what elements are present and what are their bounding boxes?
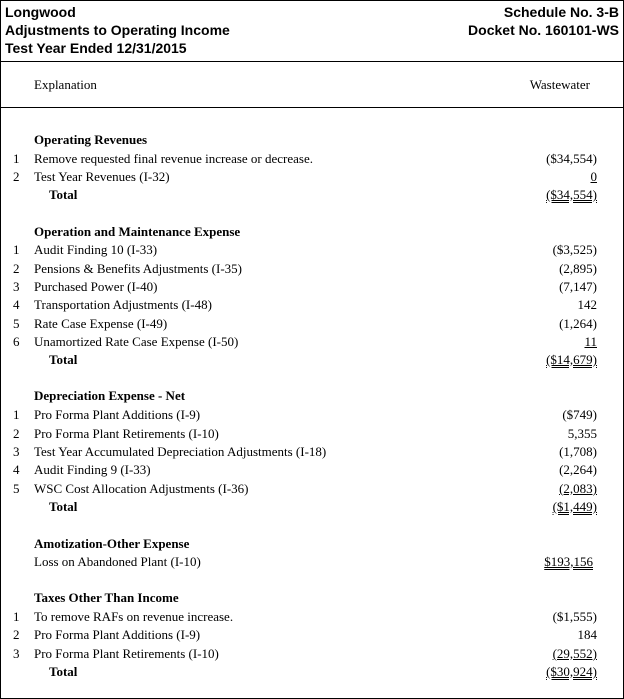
row-value: (1,708): [559, 444, 597, 459]
column-header-wastewater: Wastewater: [529, 77, 590, 92]
column-header-explanation: Explanation: [34, 77, 97, 92]
table-row: [1, 426, 623, 442]
total-value: ($30,924): [546, 664, 597, 679]
line-number: 4: [13, 297, 20, 312]
row-label: Pro Forma Plant Retirements (I-10): [34, 646, 219, 661]
section-title: Operation and Maintenance Expense: [34, 224, 241, 239]
total-value: ($1,449): [552, 499, 597, 514]
section-title-row: [1, 224, 623, 240]
table-row: [1, 554, 623, 570]
table-row: [1, 334, 623, 350]
total-value: ($34,554): [546, 187, 597, 202]
line-number: 3: [13, 646, 20, 661]
row-label: Audit Finding 9 (I-33): [34, 462, 151, 477]
line-number: 5: [13, 316, 20, 331]
row-value: 11: [584, 334, 597, 349]
test-year-period: Test Year Ended 12/31/2015: [5, 40, 187, 56]
total-label: Total: [49, 352, 78, 367]
total-value: ($14,679): [546, 352, 597, 367]
table-row: [1, 462, 623, 478]
line-number: 2: [13, 169, 20, 184]
row-label: Audit Finding 10 (I-33): [34, 242, 158, 257]
total-label: Total: [49, 187, 78, 202]
table-row: [1, 279, 623, 295]
row-label: Transportation Adjustments (I-48): [34, 297, 212, 312]
column-header-divider: [1, 107, 623, 108]
line-number: 5: [13, 481, 20, 496]
row-label: Pensions & Benefits Adjustments (I-35): [34, 261, 242, 276]
row-value: ($1,555): [552, 609, 597, 624]
row-value: (29,552): [552, 646, 597, 661]
row-label: Pro Forma Plant Additions (I-9): [34, 407, 201, 422]
line-number: 1: [13, 151, 20, 166]
table-row: [1, 316, 623, 332]
section-title: Amotization-Other Expense: [34, 536, 190, 551]
row-label: To remove RAFs on revenue increase.: [34, 609, 234, 624]
row-label: Rate Case Expense (I-49): [34, 316, 168, 331]
section-title-row: [1, 590, 623, 606]
header-row-3: [5, 39, 619, 57]
total-row: [1, 664, 623, 680]
table-row: [1, 481, 623, 497]
header-row-2: [5, 21, 619, 39]
total-label: Total: [49, 499, 78, 514]
row-label: Remove requested final revenue increase or decrease.: [34, 151, 313, 166]
row-label: Loss on Abandoned Plant (I-10): [34, 554, 201, 569]
row-label: Test Year Accumulated Depreciation Adjustments (I-18): [34, 444, 327, 459]
row-value: 184: [577, 627, 597, 642]
line-number: 3: [13, 279, 20, 294]
row-label: Pro Forma Plant Retirements (I-10): [34, 426, 219, 441]
line-number: 4: [13, 462, 20, 477]
row-label: Test Year Revenues (I-32): [34, 169, 170, 184]
line-number: 2: [13, 261, 20, 276]
section-title: Taxes Other Than Income: [34, 590, 179, 605]
table-row: [1, 242, 623, 258]
total-label: Total: [49, 664, 78, 679]
row-value: (2,083): [559, 481, 597, 496]
line-number: 6: [13, 334, 20, 349]
table-row: [1, 444, 623, 460]
row-label: Purchased Power (I-40): [34, 279, 158, 294]
row-label: Pro Forma Plant Additions (I-9): [34, 627, 201, 642]
total-row: [1, 187, 623, 203]
section-title-row: [1, 388, 623, 404]
row-value: (7,147): [559, 279, 597, 294]
section-title-row: [1, 132, 623, 148]
row-value: ($3,525): [552, 242, 597, 257]
table-row: [1, 151, 623, 167]
row-value: ($749): [562, 407, 597, 422]
total-row: [1, 499, 623, 515]
table-row: [1, 261, 623, 277]
line-number: 1: [13, 609, 20, 624]
table-row: [1, 646, 623, 662]
row-value: $193,156: [544, 554, 593, 569]
table-row: [1, 169, 623, 185]
total-row: [1, 352, 623, 368]
section-title: Depreciation Expense - Net: [34, 388, 186, 403]
table-row: [1, 297, 623, 313]
line-number: 3: [13, 444, 20, 459]
line-number: 2: [13, 627, 20, 642]
company-name: Longwood: [5, 4, 76, 20]
line-number: 1: [13, 242, 20, 257]
row-value: 0: [590, 169, 597, 184]
table-row: [1, 627, 623, 643]
line-number: 2: [13, 426, 20, 441]
line-number: 1: [13, 407, 20, 422]
section-title-row: [1, 536, 623, 552]
table-row: [1, 407, 623, 423]
row-value: ($34,554): [546, 151, 597, 166]
header-row-1: [5, 3, 619, 21]
row-value: (2,264): [559, 462, 597, 477]
row-label: Unamortized Rate Case Expense (I-50): [34, 334, 239, 349]
row-value: (1,264): [559, 316, 597, 331]
row-label: WSC Cost Allocation Adjustments (I-36): [34, 481, 249, 496]
schedule-number: Schedule No. 3-B: [503, 4, 619, 20]
row-value: (2,895): [559, 261, 597, 276]
table-row: [1, 609, 623, 625]
header-divider: [1, 61, 623, 62]
docket-number: Docket No. 160101-WS: [468, 22, 619, 38]
row-value: 5,355: [567, 426, 597, 441]
schedule-title: Adjustments to Operating Income: [5, 22, 230, 38]
row-value: 142: [577, 297, 597, 312]
section-title: Operating Revenues: [34, 132, 148, 147]
